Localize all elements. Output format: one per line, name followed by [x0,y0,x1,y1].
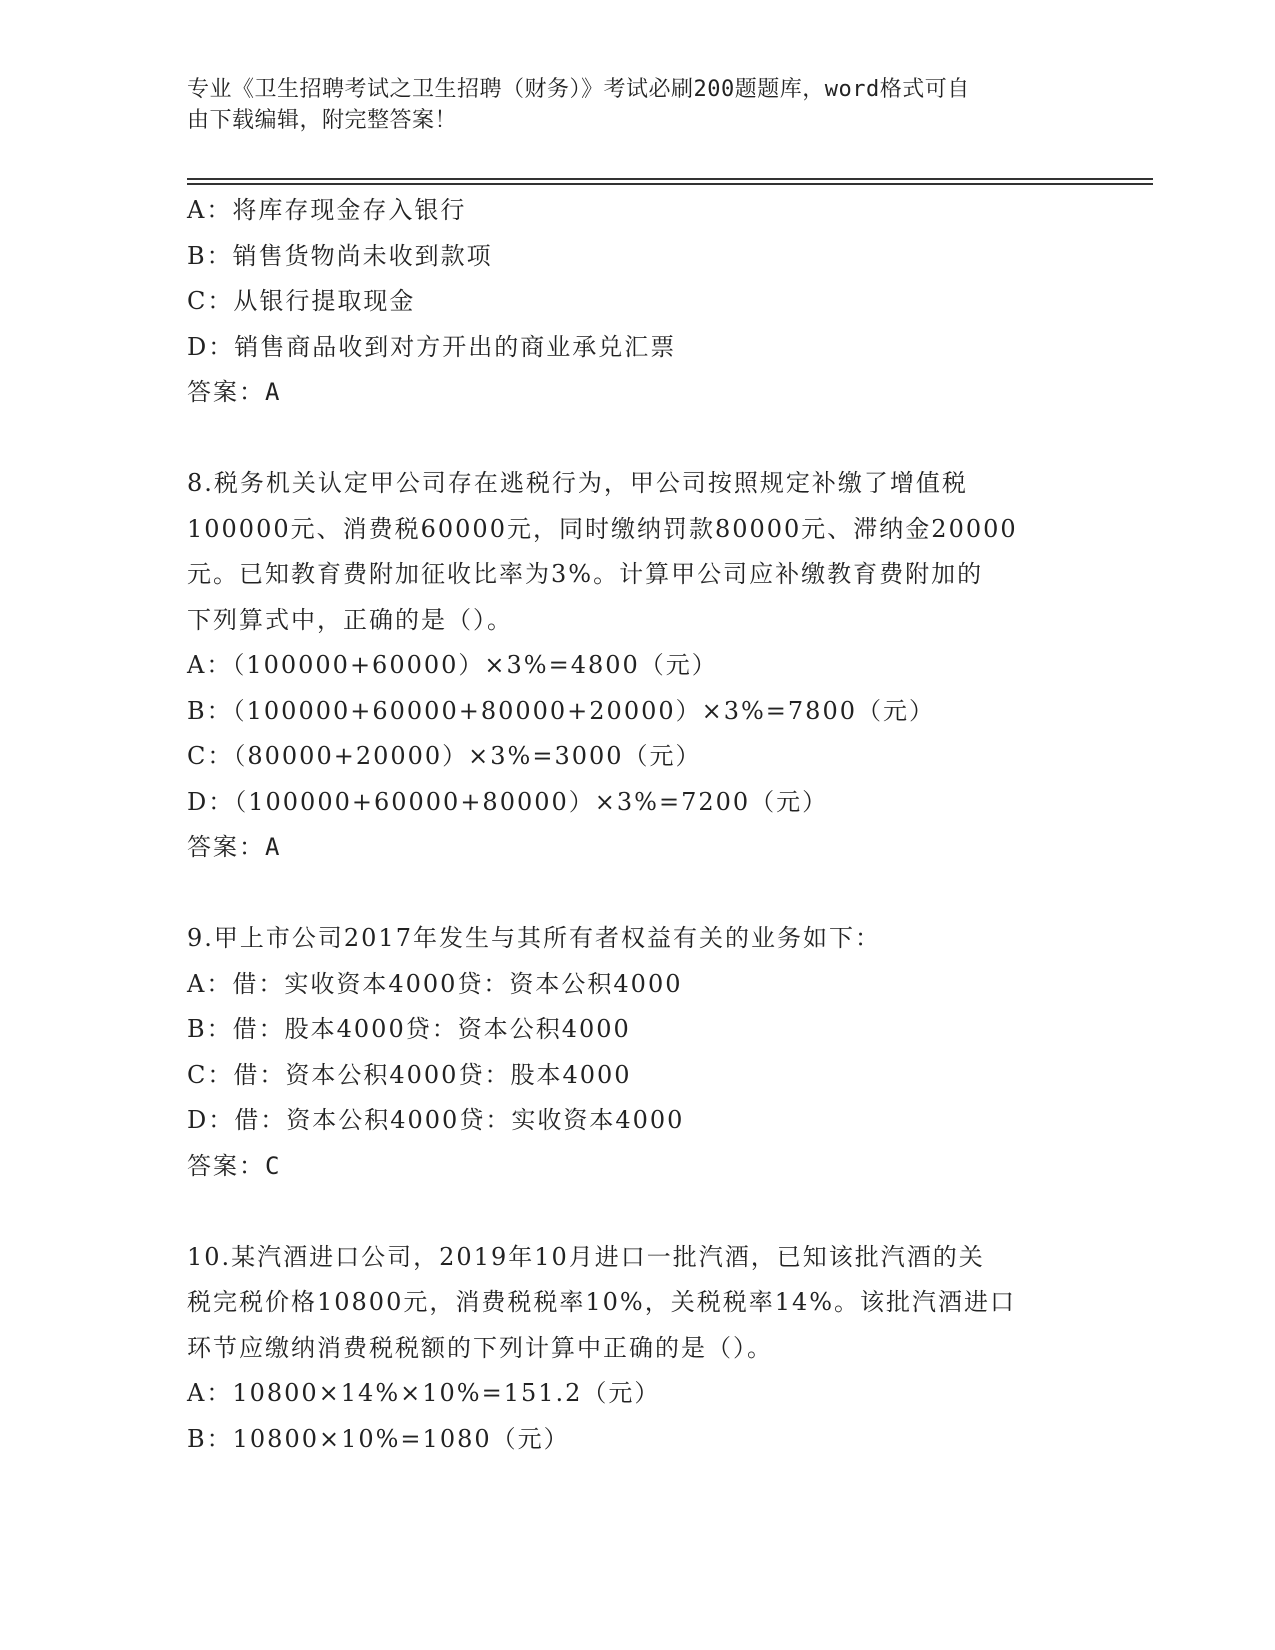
question-stem-line: 下列算式中，正确的是（）。 [187,605,513,634]
option-c: C：（80000+20000）×3%=3000（元） [187,742,702,770]
spacer [187,1189,1087,1235]
question-7-options [187,188,1087,416]
answer-value: C [265,1151,281,1180]
document-body [187,188,1087,1462]
spacer [187,416,1087,462]
option-a: A：将库存现金存入银行 [187,196,467,224]
spacer [187,871,1087,917]
header-line-2: 由下载编辑，附完整答案！ [187,108,458,133]
header-rule-top [187,178,1153,180]
option-b: B：销售货物尚未收到款项 [187,241,493,270]
option-b: B：10800×10%=1080（元） [187,1424,570,1453]
question-stem-line: 元。已知教育费附加征收比率为3%。计算甲公司应补缴教育费附加的 [187,560,984,588]
question-stem-line: 税完税价格10800元，消费税税率10%，关税税率14%。该批汽酒进口 [187,1288,1017,1316]
option-c: C：从银行提取现金 [187,287,416,315]
answer-label: 答案： [187,833,265,861]
answer-value: A [265,833,281,861]
option-a: A：（100000+60000）×3%=4800（元） [187,651,718,679]
header-rule-bottom [187,183,1153,185]
option-d: D：借：资本公积4000贷：实收资本4000 [187,1106,685,1134]
option-a: A：借：实收资本4000贷：资本公积4000 [187,969,683,998]
answer-line [187,1144,1087,1190]
answer-label: 答案： [187,378,265,406]
question-10 [187,1235,1087,1463]
document-header [187,74,1067,136]
question-stem-line: 100000元、消费税60000元，同时缴纳罚款80000元、滞纳金20000 [187,514,1018,543]
option-d: D：销售商品收到对方开出的商业承兑汇票 [187,332,677,361]
answer-line [187,825,1087,871]
question-9 [187,916,1087,1189]
option-d: D：（100000+60000+80000）×3%=7200（元） [187,787,829,816]
question-stem-line: 环节应缴纳消费税税额的下列计算中正确的是（）。 [187,1333,773,1362]
question-stem-line: 9.甲上市公司2017年发生与其所有者权益有关的业务如下： [187,924,881,952]
answer-line [187,370,1087,416]
question-stem-line: 8.税务机关认定甲公司存在逃税行为，甲公司按照规定补缴了增值税 [187,469,968,497]
option-b: B：（100000+60000+80000+20000）×3%=7800（元） [187,696,935,725]
option-a: A：10800×14%×10%=151.2（元） [187,1379,661,1407]
option-b: B：借：股本4000贷：资本公积4000 [187,1015,631,1043]
header-line-1: 专业《卫生招聘考试之卫生招聘（财务）》考试必刷200题题库，word格式可自 [187,77,970,102]
answer-label: 答案： [187,1151,265,1180]
question-stem-line: 10.某汽酒进口公司，2019年10月进口一批汽酒，已知该批汽酒的关 [187,1242,985,1271]
question-8 [187,461,1087,871]
option-c: C：借：资本公积4000贷：股本4000 [187,1060,632,1089]
answer-value: A [265,378,281,406]
